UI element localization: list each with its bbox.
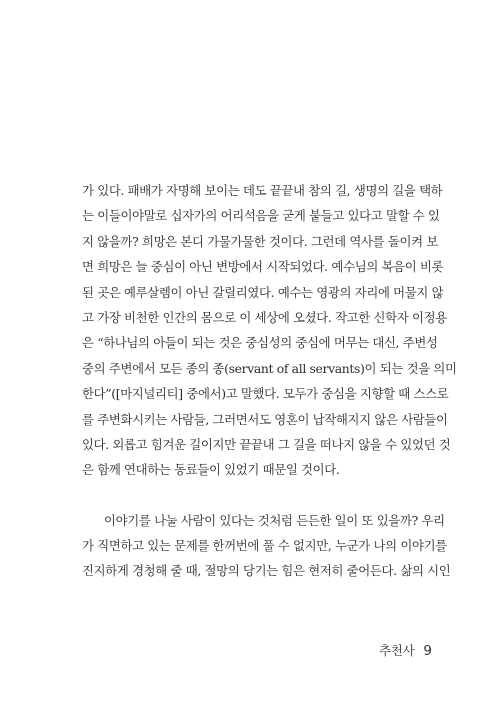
- page-number: 9: [423, 643, 432, 659]
- text-line: 가 직면하고 있는 문제를 한꺼번에 풀 수 없지만, 누군가 나의 이야기를: [82, 538, 447, 554]
- text-line: 한다”([마지널리티] 중에서)고 말했다. 모두가 중심을 지향할 때 스스로: [82, 386, 449, 402]
- paragraph-gap: [82, 483, 420, 508]
- body-text: [82, 178, 457, 584]
- text-line: 면 희망은 늘 중심이 아닌 변방에서 시작되었다. 예수님의 복음이 비롯: [82, 259, 444, 275]
- text-line: 된 곳은 예루살렘이 아닌 갈릴리였다. 예수는 영광의 자리에 머물지 않: [82, 284, 444, 300]
- paragraph-1: [82, 178, 457, 483]
- text-line: 진지하게 경청해 줄 때, 절망의 당기는 힘은 현저히 줄어든다. 삶의 시인: [82, 563, 451, 579]
- text-line: 지 않을까? 희망은 본디 가물가물한 것이다. 그런데 역사를 돌이켜 보: [82, 233, 438, 249]
- text-line: 중의 주변에서 모든 종의 종(servant of all servants)이 되는 것을 의미: [82, 360, 457, 376]
- text-line: 이야기를 나눌 사람이 있다는 것처럼 든든한 일이 또 있을까? 우리: [104, 512, 445, 528]
- text-line: 가 있다. 패배가 자명해 보이는 데도 끝끝내 참의 길, 생명의 길을 택하: [82, 183, 443, 198]
- text-line: 고 가장 비천한 인간의 몸으로 이 세상에 오셨다. 작고한 신학자 이정용: [82, 309, 447, 325]
- text-line: 를 주변화시키는 사람들, 그러면서도 영혼이 납작해지지 않은 사람들이: [82, 411, 448, 427]
- text-line: 은 “하나님의 아들이 되는 것은 중심성의 중심에 머무는 대신, 주변성: [82, 335, 438, 351]
- text-line: 는 이들이야말로 십자가의 어리석음을 굳게 붙들고 있다고 말할 수 있: [82, 208, 440, 224]
- page-footer: [379, 641, 432, 659]
- text-line: 있다. 외롭고 힘겨운 길이지만 끝끝내 그 길을 떠나지 않을 수 있었던 것: [82, 436, 451, 452]
- text-line: 은 함께 연대하는 동료들이 있었기 때문일 것이다.: [82, 462, 340, 478]
- section-label: 추천사: [379, 643, 415, 658]
- paragraph-2: [82, 508, 451, 584]
